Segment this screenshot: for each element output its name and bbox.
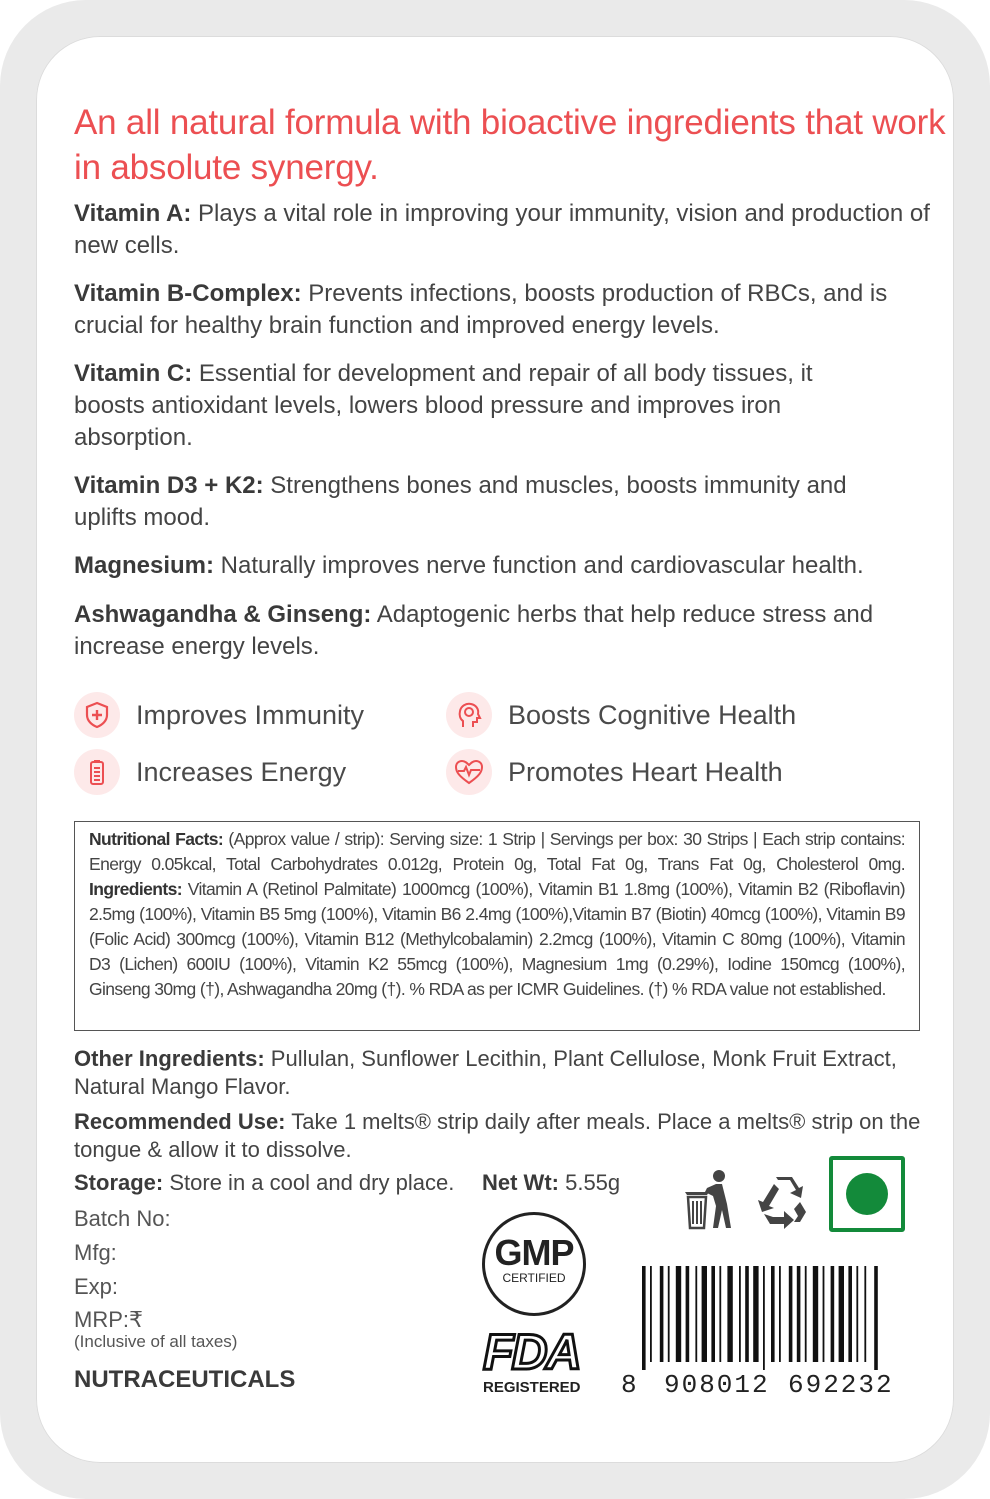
head-brain-icon [446, 692, 492, 738]
facts-intro: (Approx value / strip): Serving size: 1 Strip | Servings per box: 30 Strips | Each strip contains: Energy 0.05kcal, Total Carbohydrates 0.012g, Protein 0g, Total Fat 0g, Trans Fat 0g, Cholesterol 0mg. [89, 829, 905, 874]
fda-registered-text: REGISTERED [483, 1379, 581, 1396]
barcode-bar [874, 1266, 878, 1370]
benefit-cognitive [446, 692, 796, 738]
vitamin-d3-desc: Vitamin D3 + K2: Strengthens bones and muscles, boosts immunity and uplifts mood. [74, 472, 847, 531]
vitamin-a-desc: Vitamin A: Plays a vital role in improving your immunity, vision and production of new cells. [74, 200, 930, 259]
barcode-bar [763, 1266, 765, 1370]
barcode-bar [831, 1266, 835, 1362]
barcode-bar [668, 1266, 670, 1362]
barcode-bar [797, 1266, 801, 1362]
exp-date: Exp: [74, 1274, 119, 1299]
brand-label: NUTRACEUTICALS [74, 1366, 296, 1393]
mfg-date: Mfg: [74, 1240, 117, 1265]
battery-icon [74, 749, 120, 795]
barcode-bar [864, 1266, 866, 1362]
benefit-heart [446, 749, 783, 795]
facts-ingredients-text: Vitamin A (Retinol Palmitate) 1000mcg (100%), Vitamin B1 1.8mg (100%), Vitamin B2 (Riboflavin) 2.5mg (100%), Vitamin B5 5mg (100%), Vitamin B6 2.4mg (100%),Vitamin B7 (Biotin) 40mcg (100%), Vitamin B9 (Folic Acid) 300mcg (100%), Vitamin B12 (Methylcobalamin) 2.2mcg (100%), Vitamin C 80mg (100%), Vitamin D3 (Lichen) 600IU (100%), Vitamin K2 55mcg (100%), Magnesium 1mg (0.29%), Iodine 150mcg (100%), Ginseng 30mg (†), Ashwagandha 20mg (†). % RDA as per ICMR Guidelines. (†) % RDA value not established. [89, 879, 905, 999]
benefit-immunity [74, 692, 364, 738]
barcode-bar [753, 1266, 758, 1362]
magnesium-desc: Magnesium: Naturally improves nerve function and cardiovascular health. [74, 552, 864, 579]
storage-info: Storage: Store in a cool and dry place. [74, 1170, 455, 1195]
barcode-bar [695, 1266, 697, 1362]
barcode-bar [660, 1266, 664, 1362]
benefit-label: Boosts Cognitive Health [508, 699, 797, 730]
veg-mark-icon [829, 1156, 905, 1232]
gmp-text: GMP [494, 1232, 574, 1273]
recommended-use: Recommended Use: Take 1 melts® strip daily after meals. Place a melts® strip on the tongue & allow it to dissolve. [74, 1109, 921, 1162]
mrp-price: MRP:₹ [74, 1307, 143, 1332]
veg-dot [846, 1173, 888, 1215]
shield-plus-icon [74, 692, 120, 738]
barcode-digits-right: 692232 [788, 1370, 894, 1400]
fda-logo [483, 1324, 603, 1396]
barcode-bar [686, 1266, 690, 1362]
dustbin-icon [683, 1168, 739, 1237]
heart-pulse-icon [446, 749, 492, 795]
other-ingredients: Other Ingredients: Pullulan, Sunflower Lecithin, Plant Cellulose, Monk Fruit Extract, Natural Mango Flavor. [74, 1046, 897, 1099]
barcode-digits-left: 908012 [664, 1370, 770, 1400]
barcode-bar [739, 1266, 741, 1362]
barcode-bar [702, 1266, 707, 1362]
barcode-bar [839, 1266, 844, 1362]
fda-logo-text: FDA [483, 1324, 580, 1380]
barcode-bar [848, 1266, 852, 1362]
vitamin-b-desc: Vitamin B-Complex: Prevents infections, boosts production of RBCs, and is crucial for healthy brain function and improved energy levels. [74, 280, 888, 339]
net-weight: Net Wt: 5.55g [482, 1170, 621, 1195]
barcode-bar [779, 1266, 781, 1362]
barcode [642, 1266, 904, 1370]
barcode-bar [676, 1266, 681, 1362]
barcode-bar [719, 1266, 721, 1362]
ashwagandha-desc: Ashwagandha & Ginseng: Adaptogenic herbs that help reduce stress and increase energy levels. [74, 601, 874, 660]
recycle-icon [754, 1176, 816, 1235]
barcode-bar [856, 1266, 858, 1362]
barcode-bar [771, 1266, 775, 1362]
barcode-bar [727, 1266, 732, 1362]
barcode-bar [745, 1266, 749, 1362]
nutrition-facts-box [74, 821, 920, 1031]
barcode-bar [711, 1266, 715, 1362]
barcode-bar [789, 1266, 793, 1362]
benefit-label: Increases Energy [136, 756, 347, 787]
headline: An all natural formula with bioactive ingredients that work in absolute synergy. [74, 103, 946, 187]
benefit-energy [74, 749, 346, 795]
barcode-bar [642, 1266, 646, 1370]
mrp-note: (Inclusive of all taxes) [74, 1332, 238, 1351]
benefit-label: Promotes Heart Health [508, 756, 783, 787]
gmp-certified-text: CERTIFIED [502, 1271, 566, 1285]
facts-ingredients-title: Ingredients: [89, 879, 182, 899]
barcode-bar [805, 1266, 807, 1362]
vitamin-c-desc: Vitamin C: Essential for development and repair of all body tissues, it boosts antioxidant levels, lowers blood pressure and improves iron absorption. [74, 360, 813, 451]
gmp-badge [482, 1212, 586, 1316]
barcode-bar [650, 1266, 652, 1362]
facts-title: Nutritional Facts: [89, 829, 224, 849]
barcode-bar [823, 1266, 825, 1362]
benefit-label: Improves Immunity [136, 699, 365, 730]
barcode-bar [813, 1266, 818, 1362]
barcode-digit-first: 8 [621, 1370, 637, 1400]
batch-no: Batch No: [74, 1206, 171, 1231]
